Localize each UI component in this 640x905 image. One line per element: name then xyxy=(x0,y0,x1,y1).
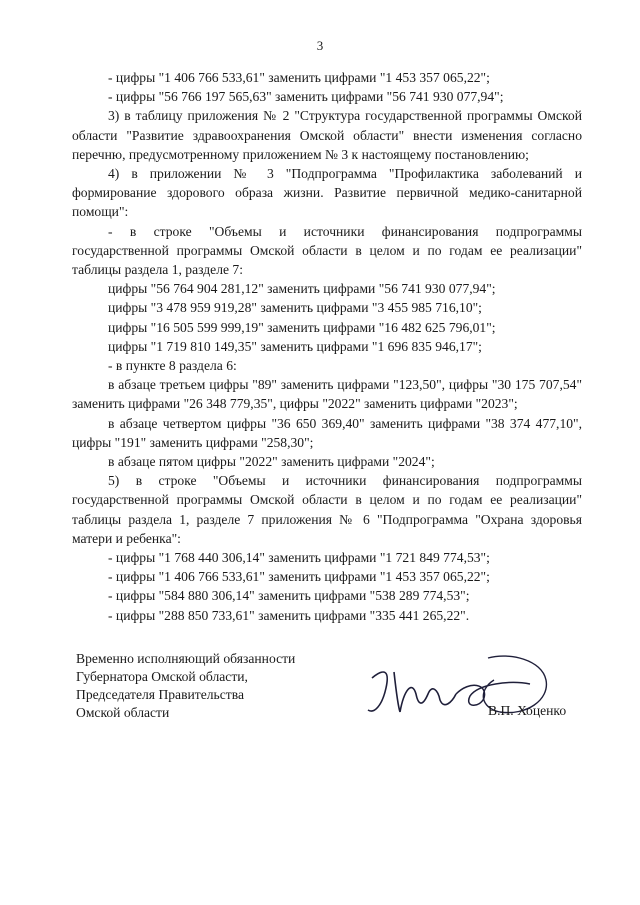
signatory-title-line-4: Омской области xyxy=(76,705,170,720)
paragraph-8: цифры "16 505 599 999,19" заменить цифрами "16 482 625 796,01"; xyxy=(108,319,496,335)
paragraph-9: цифры "1 719 810 149,35" заменить цифрами "1 696 835 946,17"; xyxy=(108,338,482,354)
paragraph-12: в абзаце четвертом цифры "36 650 369,40" заменить цифрами "38 374 477,10", цифры "191" заменить цифрами "258,30"; xyxy=(72,415,582,450)
paragraph-2: - цифры "56 766 197 565,63" заменить цифрами "56 741 930 077,94"; xyxy=(108,89,504,105)
paragraph-11: в абзаце третьем цифры "89" заменить цифрами "123,50", цифры "30 175 707,54" заменить цифрами "26 348 779,35", цифры "2022" заменить цифрами "2023"; xyxy=(72,377,582,412)
paragraph-15: - цифры "1 768 440 306,14" заменить цифрами "1 721 849 774,53"; xyxy=(108,550,490,566)
signature-block xyxy=(76,650,295,722)
paragraph-4: 4) в приложении № 3 "Подпрограмма "Профилактика заболеваний и формирование здорового образа жизни. Развитие первичной медико-санитарной помощи": xyxy=(72,166,582,220)
paragraph-18: - цифры "288 850 733,61" заменить цифрами "335 441 265,22". xyxy=(108,607,470,623)
paragraph-10: - в пункте 8 раздела 6: xyxy=(108,358,237,374)
page-number: 3 xyxy=(316,38,324,53)
paragraph-14: 5) в строке "Объемы и источники финансирования подпрограммы государственной программы Омской области в целом и по годам ее реализации" таблицы раздела 1, разделе 7 приложения № 6 "Подпрограмма "Охрана здоровья матери и ребенка": xyxy=(72,473,582,546)
signatory-title-line-3: Председателя Правительства xyxy=(76,687,244,702)
paragraph-7: цифры "3 478 959 919,28" заменить цифрами "3 455 985 716,10"; xyxy=(108,300,482,316)
signatory-title-line-2: Губернатора Омской области, xyxy=(76,669,248,684)
signatory-title-line-1: Временно исполняющий обязанности xyxy=(76,651,296,666)
paragraph-6: цифры "56 764 904 281,12" заменить цифрами "56 741 930 077,94"; xyxy=(108,281,496,297)
paragraph-1: - цифры "1 406 766 533,61" заменить цифрами "1 453 357 065,22"; xyxy=(108,70,490,85)
paragraph-5: - в строке "Объемы и источники финансирования подпрограммы государственной программы Омской области в целом и по годам ее реализации" таблицы раздела 1, разделе 7: xyxy=(72,223,582,278)
document-body xyxy=(72,68,582,625)
paragraph-17: - цифры "584 880 306,14" заменить цифрами "538 289 774,53"; xyxy=(108,588,470,604)
paragraph-13: в абзаце пятом цифры "2022" заменить цифрами "2024"; xyxy=(108,454,435,470)
signer-name: В.П. Хоценко xyxy=(488,703,567,718)
paragraph-3: 3) в таблицу приложения № 2 "Структура государственной программы Омской области "Развитие здравоохранения Омской области" внести изменения согласно перечню, предусмотренному приложением № 3 к настоящему постановлению; xyxy=(72,108,582,162)
paragraph-16: - цифры "1 406 766 533,61" заменить цифрами "1 453 357 065,22"; xyxy=(108,569,490,585)
handwritten-signature xyxy=(360,650,560,735)
